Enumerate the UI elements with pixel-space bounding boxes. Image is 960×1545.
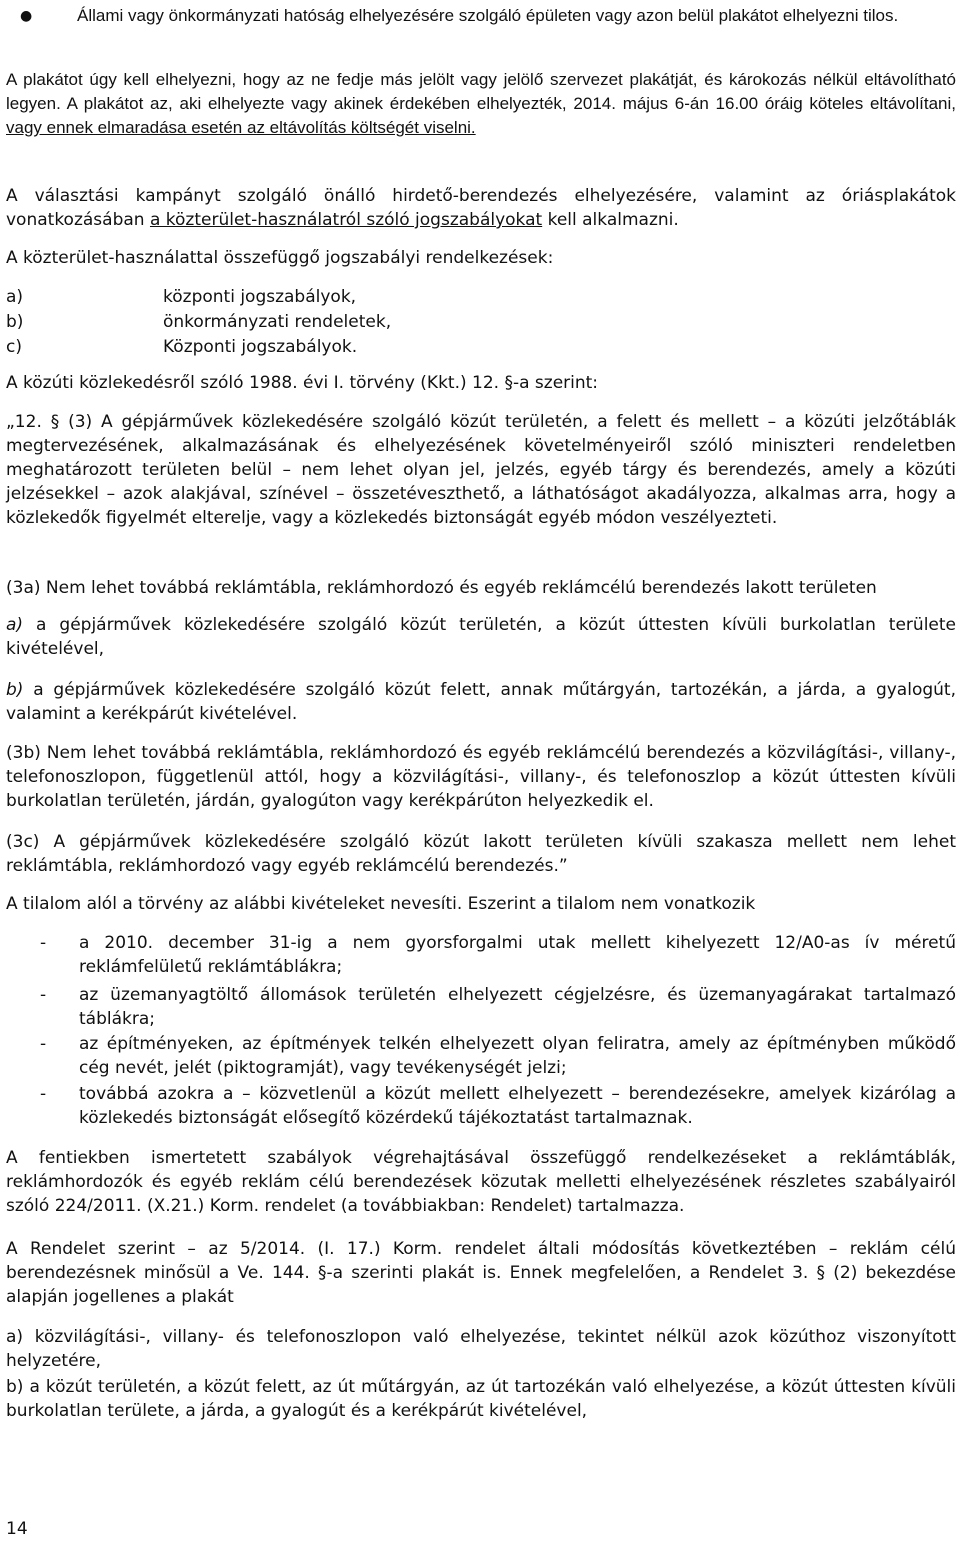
exception-text: a 2010. december 31-ig a nem gyorsforgalmi utak mellett kihelyezett 12/A0-as ív méretű reklámfelületű reklámtáblákra;: [79, 933, 956, 977]
paragraph-tilalom: A tilalom alól a törvény az alábbi kivételeket nevesíti. Eszerint a tilalom nem vonatkozik: [6, 894, 756, 914]
paragraph-kampany-text: A választási kampányt szolgáló önálló hirdető-berendezés elhelyezésére, valamint az óriásplakátok vonatkozásában: [6, 186, 956, 230]
paragraph-kkt: A közúti közlekedésről szóló 1988. évi I. törvény (Kkt.) 12. §-a szerint:: [6, 373, 599, 393]
paragraph-fentiekben: A fentiekben ismertetett szabályok végrehajtásával összefüggő rendelkezéseket a reklámtáblák, reklámhordozók és egyéb reklám célú berendezések közutak melletti elhelyezésének részletes szabályairól szóló 224/2011. (X.21.) Korm. rendelet (a továbbiakban: Rendelet) tartalmazza.: [6, 1148, 956, 1216]
dash-marker: -: [40, 1034, 47, 1054]
paragraph-kozterulet: A közterület-használattal összefüggő jogszabályi rendelkezések:: [6, 248, 554, 268]
bullet-dot-icon: ●: [20, 8, 33, 24]
page-number: 14: [6, 1519, 28, 1539]
list-text: központi jogszabályok,: [163, 287, 357, 307]
item-marker: a): [6, 615, 24, 635]
paragraph-3b: (3b) Nem lehet továbbá reklámtábla, reklámhordozó és egyéb reklámcélú berendezés a közvilágítási-, villany-, telefonoszlopon, függetlenül attól, hogy a közvilágítási-, villany-, és telefonoszlop a közút úttesten kívüli burkolatlan területén, járdán, gyalogúton vagy kerékpárúton helyezkedik el.: [6, 743, 956, 811]
list-marker: c): [6, 337, 22, 357]
dash-marker: -: [40, 933, 47, 953]
paragraph-final-b: b) a közút területén, a közút felett, az út műtárgyán, az út tartozékán való elhelyezése, a közút úttesten kívüli burkolatlan területe, a járda, a gyalogút és a kerékpárút kivételével,: [6, 1377, 956, 1421]
item-text: a gépjárművek közlekedésére szolgáló közút felett, annak műtárgyán, tartozékán, a járda, a gyalogút, valamint a kerékpárút kivételével.: [6, 680, 956, 724]
paragraph-kampany: [6, 184, 956, 232]
paragraph-rendelet: A Rendelet szerint – az 5/2014. (I. 17.) Korm. rendelet általi módosítás következtében – reklám célú berendezésnek minősül a Ve. 144. §-a szerinti plakát is. Ennek megfelelően, a Rendelet 3. § (2) bekezdése alapján jogellenes a plakát: [6, 1239, 956, 1307]
exception-text: az üzemanyagtöltő állomások területén elhelyezett cégjelzésre, és üzemanyagárakat tartalmazó táblákra;: [79, 985, 956, 1029]
paragraph-plakat-underlined: vagy ennek elmaradása esetén az eltávolítás költségét viselni.: [6, 118, 476, 137]
paragraph-3a-b: [6, 678, 956, 726]
bullet-text: Állami vagy önkormányzati hatóság elhelyezésére szolgáló épületen vagy azon belül plakátot elhelyezni tilos.: [77, 6, 899, 25]
list-marker: a): [6, 287, 24, 307]
item-text: a gépjárművek közlekedésére szolgáló közút területén, a közút úttesten kívüli burkolatlan területe kivételével,: [6, 615, 956, 659]
paragraph-3c: (3c) A gépjárművek közlekedésére szolgáló közút lakott területen kívüli szakasza mellett nem lehet reklámtábla, reklámhordozó vagy egyéb reklámcélú berendezés.”: [6, 832, 956, 876]
paragraph-plakat-text: A plakátot úgy kell elhelyezni, hogy az ne fedje más jelölt vagy jelölő szervezet plakátját, és károkozás nélkül eltávolítható legyen. A plakátot az, aki elhelyezte vagy akinek érdekében elhelyezték, 2014. május 6-án 16.00 óráig köteles eltávolítani,: [6, 70, 956, 113]
paragraph-3a-a: [6, 613, 956, 661]
list-marker: b): [6, 312, 24, 332]
item-marker: b): [6, 680, 24, 700]
paragraph-3a: (3a) Nem lehet továbbá reklámtábla, reklámhordozó és egyéb reklámcélú berendezés lakott területen: [6, 578, 877, 598]
paragraph-kampany-text-end: kell alkalmazni.: [542, 210, 679, 230]
exception-text: az építményeken, az építmények telkén elhelyezett olyan feliratra, amely az építményben működő cég nevét, jelét (piktogramját), vagy tevékenységét jelzi;: [79, 1034, 956, 1078]
exception-text: továbbá azokra a – közvetlenül a közút mellett elhelyezett – berendezésekre, amelyek kizárólag a közlekedés biztonságát elősegítő közérdekű tájékoztatást tartalmaznak.: [79, 1084, 956, 1128]
paragraph-final-a: a) közvilágítási-, villany- és telefonoszlopon való elhelyezése, tekintet nélkül azok közúthoz viszonyított helyzetére,: [6, 1327, 956, 1371]
list-text: Központi jogszabályok.: [163, 337, 358, 357]
dash-marker: -: [40, 1084, 47, 1104]
dash-marker: -: [40, 985, 47, 1005]
paragraph-12-section: „12. § (3) A gépjárművek közlekedésére szolgáló közút területén, a felett és mellett – a közúti jelzőtáblák megtervezésének, alkalmazásának és elhelyezésének követelményeiről szóló miniszteri rendeletben meghatározott területen belül – nem lehet olyan jel, jelzés, egyéb tárgy és berendezés, amely a közúti jelzésekkel – azok alakjával, színével – összetéveszthető, a láthatóságot akadályozza, alkalmas arra, hogy a közlekedők figyelmét elterelje, vagy a közlekedés biztonságát egyéb módon veszélyezteti.: [6, 412, 956, 528]
paragraph-plakat: [6, 68, 956, 140]
list-text: önkormányzati rendeletek,: [163, 312, 392, 332]
paragraph-kampany-underlined: a közterület-használatról szóló jogszabályokat: [149, 210, 543, 230]
